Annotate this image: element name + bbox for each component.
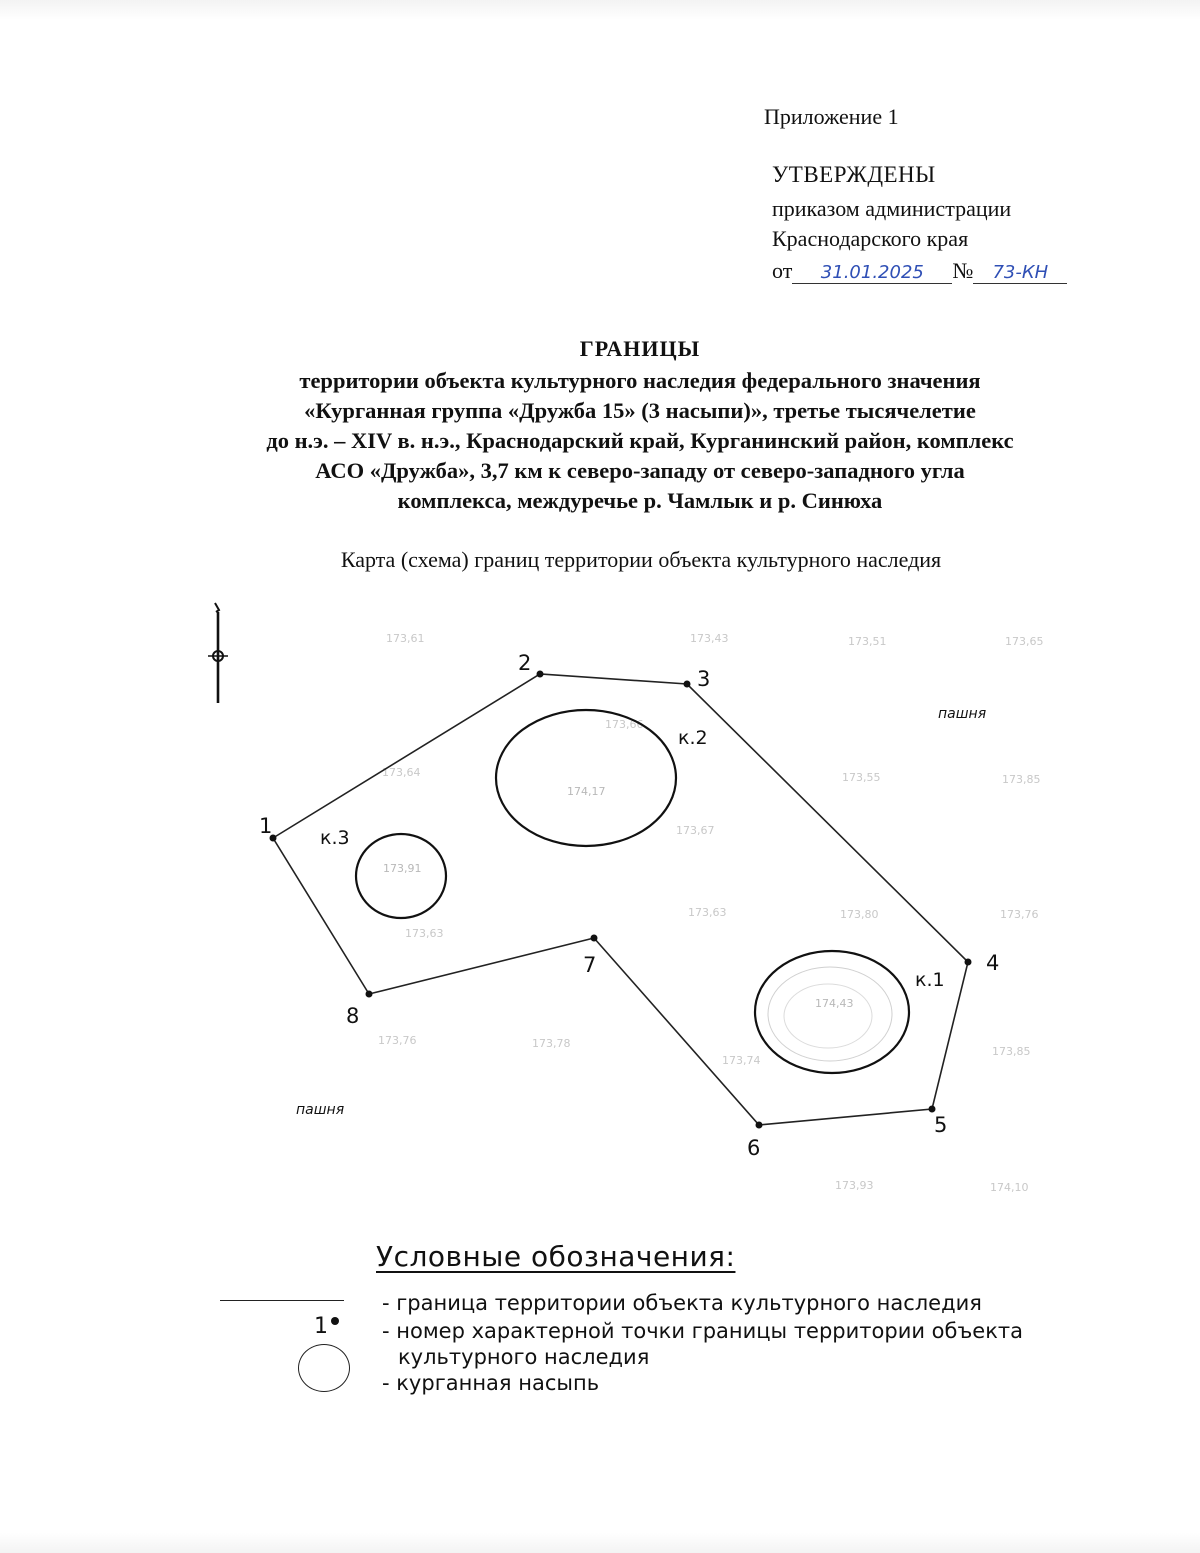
spot-elevation: 173,80 xyxy=(840,908,879,921)
boundary-line-symbol xyxy=(220,1300,344,1301)
handwritten-number: 73-КН xyxy=(973,263,1067,284)
point-label: 4 xyxy=(986,951,1000,975)
mound-elevation: 174,17 xyxy=(567,785,606,798)
legend-point-text-continued: культурного наследия xyxy=(398,1345,650,1369)
approval-block xyxy=(0,0,1200,300)
approved-heading: УТВЕРЖДЕНЫ xyxy=(772,162,936,187)
spot-elevation: 173,85 xyxy=(992,1045,1031,1058)
boundary-point xyxy=(965,959,972,966)
map-legend xyxy=(0,1230,1200,1395)
spot-elevation: 173,66 xyxy=(605,718,644,731)
scan-bottom-edge xyxy=(0,1533,1200,1553)
spot-elevation: 173,64 xyxy=(382,766,421,779)
spot-elevation: 173,55 xyxy=(842,771,881,784)
north-arrow-icon xyxy=(208,603,228,703)
boundary-point xyxy=(684,681,691,688)
mound-label: к.3 xyxy=(320,827,350,849)
title-line: АСО «Дружба», 3,7 км к северо-западу от северо-западного угла xyxy=(315,458,965,483)
handwritten-date: 31.01.2025 xyxy=(792,263,952,284)
map-caption: Карта (схема) границ территории объекта культурного наследия xyxy=(340,547,942,572)
boundary-point xyxy=(591,935,598,942)
legend-title: Условные обозначения: xyxy=(376,1240,736,1273)
point-label: 7 xyxy=(583,953,597,977)
point-label: 8 xyxy=(346,1004,360,1028)
mound-3 xyxy=(356,834,446,918)
spot-elevation: 173,93 xyxy=(835,1179,874,1192)
mound-label: к.1 xyxy=(915,969,945,991)
spot-elevation: 173,61 xyxy=(386,632,425,645)
mound-1-contour xyxy=(784,984,872,1048)
mound-elevation: 173,91 xyxy=(383,862,422,875)
point-label: 5 xyxy=(934,1113,948,1137)
spot-elevation: 173,85 xyxy=(1002,773,1041,786)
spot-elevation: 173,74 xyxy=(722,1054,761,1067)
order-line: приказом администрации xyxy=(772,196,1012,221)
heritage-boundary xyxy=(273,674,968,1125)
boundary-map xyxy=(0,580,1200,1220)
document-title: ГРАНИЦЫ xyxy=(579,336,701,361)
legend-point-text: - номер характерной точки границы территории объекта xyxy=(382,1319,1024,1343)
spot-elevation: 174,10 xyxy=(990,1181,1029,1194)
point-label: 3 xyxy=(697,667,711,691)
legend-mound-text: - курганная насыпь xyxy=(382,1371,600,1395)
spot-elevation: 173,76 xyxy=(378,1034,417,1047)
point-label: 1 xyxy=(259,814,273,838)
point-dot-icon xyxy=(331,1317,339,1325)
mound-elevations xyxy=(383,785,854,1010)
land-use-label: пашня xyxy=(938,706,987,722)
title-line: территории объекта культурного наследия федерального значения xyxy=(299,368,981,393)
mound-1-contour xyxy=(768,967,892,1061)
number-label: № xyxy=(952,258,974,283)
land-use-label: пашня xyxy=(296,1102,345,1118)
spot-elevation: 173,67 xyxy=(676,824,715,837)
spot-elevation: 173,76 xyxy=(1000,908,1039,921)
mound-elevation: 174,43 xyxy=(815,997,854,1010)
point-label: 2 xyxy=(518,651,532,675)
spot-elevation: 173,65 xyxy=(1005,635,1044,648)
point-symbol-number: 1 xyxy=(314,1314,328,1339)
point-symbol xyxy=(314,1314,339,1339)
title-line: до н.э. – XIV в. н.э., Краснодарский край, Курганинский район, комплекс xyxy=(266,428,1014,453)
from-label: от xyxy=(772,258,793,283)
date-number-line xyxy=(772,258,1067,284)
mound-label: к.2 xyxy=(678,727,708,749)
spot-elevation: 173,43 xyxy=(690,632,729,645)
mound-2 xyxy=(496,710,676,846)
document-title-block xyxy=(150,336,1130,516)
authority-line: Краснодарского края xyxy=(772,226,969,251)
title-line: комплекса, междуречье р. Чамлык и р. Синюха xyxy=(397,488,883,513)
title-line: «Курганная группа «Дружба 15» (3 насыпи)», третье тысячелетие xyxy=(304,398,976,423)
legend-boundary-text: - граница территории объекта культурного наследия xyxy=(382,1291,982,1315)
spot-elevation: 173,51 xyxy=(848,635,887,648)
mound-1 xyxy=(755,951,909,1073)
boundary-point xyxy=(537,671,544,678)
boundary-point xyxy=(929,1106,936,1113)
spot-elevation: 173,63 xyxy=(688,906,727,919)
boundary-point xyxy=(366,991,373,998)
appendix-label: Приложение 1 xyxy=(764,104,899,129)
mound-symbol-icon xyxy=(298,1344,350,1392)
boundary-point xyxy=(756,1122,763,1129)
point-label: 6 xyxy=(747,1136,761,1160)
spot-elevation: 173,63 xyxy=(405,927,444,940)
spot-elevation: 173,78 xyxy=(532,1037,571,1050)
boundary-point-markers xyxy=(270,671,972,1129)
